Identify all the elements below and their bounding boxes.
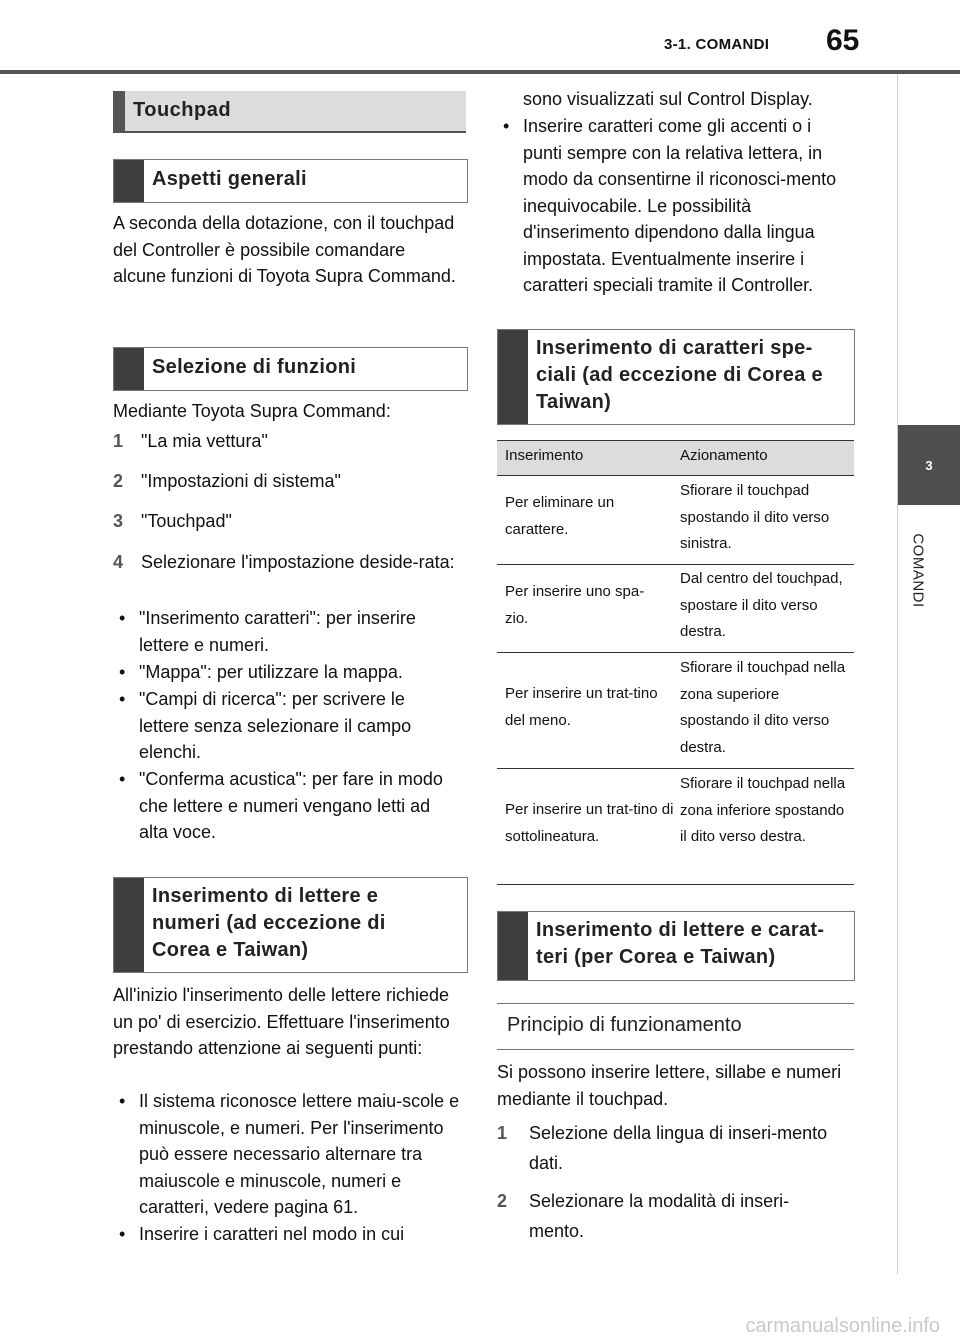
touchpad-heading-text: Touchpad (133, 99, 232, 121)
table-cell-action: Sfiorare il touchpad nella zona superiore spostando il dito verso destra. (680, 659, 846, 756)
inserimento-heading (113, 877, 468, 973)
step-item (497, 1186, 842, 1244)
bullet-text: Inserire caratteri come gli accenti o i punti sempre con la relativa lettera, in modo da consentirne il riconosci-mento inequivocabile. Le possibilità d'inserimento dipendono dalla lingua impostata. Eventualmente inserire i caratteri speciali tramite il Controller. (523, 116, 837, 295)
step-number: 1 (497, 1123, 508, 1143)
bullet-item (113, 605, 458, 659)
step-number: 2 (113, 471, 124, 491)
aspetti-heading-text: Aspetti generali (152, 168, 307, 190)
speciali-heading (497, 329, 855, 425)
step-text: Selezionare la modalità di inseri-mento. (529, 1191, 790, 1241)
bullet-text: Inserire i caratteri nel modo in cui (139, 1224, 405, 1244)
step-text: Selezionare l'impostazione deside-rata: (141, 552, 455, 572)
principio-heading-text: Principio di funzionamento (507, 1014, 742, 1036)
step-text: "Touchpad" (141, 511, 232, 531)
heading-bar (498, 912, 528, 980)
table-header-cell: Inserimento (505, 447, 584, 464)
corea-heading-text: Inserimento di lettere e carat-teri (per Corea e Taiwan) (536, 919, 825, 968)
table-cell-action: Dal centro del touchpad, spostare il dito verso destra. (680, 570, 843, 640)
step-item (113, 547, 458, 603)
bullet-text: "Mappa": per utilizzare la mappa. (139, 662, 403, 682)
bullet-item (113, 659, 458, 686)
inserimento-heading-text: Inserimento di lettere e numeri (ad eccezione di Corea e Taiwan) (152, 885, 386, 961)
principio-heading (497, 1003, 854, 1050)
selezione-heading (113, 347, 468, 391)
side-rule (897, 74, 898, 1274)
chapter-label-text: COMANDI (909, 532, 927, 608)
table-cell-input: Per inserire uno spa-zio. (505, 583, 645, 627)
table-row-rule (497, 652, 854, 653)
step-text: Selezione della lingua di inseri-mento dati. (529, 1123, 828, 1173)
corea-heading (497, 911, 855, 981)
step-item (113, 428, 458, 456)
table-cell-input: Per inserire un trat-tino del meno. (505, 685, 658, 729)
bullet-dot: • (119, 608, 126, 628)
header-rule (0, 70, 960, 74)
step-text: "La mia vettura" (141, 431, 268, 451)
chapter-tab: 3 (898, 425, 960, 505)
bullet-item (113, 1088, 468, 1220)
step-number: 2 (497, 1191, 508, 1211)
heading-bar (498, 330, 528, 424)
bullet-dot: • (119, 769, 126, 789)
heading-bar (114, 878, 144, 972)
bullet-text: "Campi di ricerca": per scrivere le lettere senza selezionare il campo elenchi. (139, 689, 412, 762)
bullet-text: Il sistema riconosce lettere maiu-scole e minuscole, e numeri. Per l'inserimento può essere necessario alternare tra maiuscole e minuscole, numeri e caratteri, vedere pagina 61. (139, 1091, 460, 1217)
bullet-item (113, 766, 458, 846)
table-row-rule (497, 768, 854, 769)
table-cell-action: Sfiorare il touchpad nella zona inferiore spostando il dito verso destra. (680, 775, 846, 845)
header-section-title: 3-1. COMANDI (664, 36, 770, 53)
table-header-row (497, 440, 854, 476)
bullet-dot: • (119, 1091, 126, 1111)
step-number: 4 (113, 552, 124, 572)
step-number: 1 (113, 431, 124, 451)
principio-paragraph: Si possono inserire lettere, sillabe e numeri mediante il touchpad. (497, 1062, 842, 1109)
touchpad-heading (113, 91, 466, 133)
speciali-heading-text: Inserimento di caratteri spe-ciali (ad eccezione di Corea e Taiwan) (536, 337, 823, 413)
table-cell-action: Sfiorare il touchpad spostando il dito verso sinistra. (680, 482, 830, 552)
table-row-rule (497, 884, 854, 885)
heading-bar (113, 91, 125, 131)
table-header-cell: Azionamento (680, 447, 768, 464)
bullet-dot: • (503, 116, 510, 136)
bullet-dot: • (119, 689, 126, 709)
chapter-label (878, 520, 958, 620)
aspetti-paragraph: A seconda della dotazione, con il touchpad del Controller è possibile comandare alcune funzioni di Toyota Supra Command. (113, 213, 456, 286)
heading-bar (114, 348, 144, 390)
step-text: "Impostazioni di sistema" (141, 471, 341, 491)
heading-bar (114, 160, 144, 202)
bullet-item (113, 1221, 458, 1248)
inserimento-paragraph: All'inizio l'inserimento delle lettere richiede un po' di esercizio. Effettuare l'inserimento prestando attenzione ai seguenti punti: (113, 985, 450, 1058)
page-number: 65 (826, 24, 860, 57)
bullet-dot: • (119, 662, 126, 682)
selezione-heading-text: Selezione di funzioni (152, 356, 357, 378)
step-item (497, 1118, 842, 1176)
step-item (113, 468, 458, 496)
bullet-item (113, 686, 458, 766)
bullet-text: "Inserimento caratteri": per inserire lettere e numeri. (139, 608, 416, 655)
table-cell-input: Per inserire un trat-tino di sottolineatura. (505, 801, 674, 845)
selezione-intro: Mediante Toyota Supra Command: (113, 401, 391, 421)
step-item (113, 508, 458, 536)
bullet-dot: • (119, 1224, 126, 1244)
bullet-text: "Conferma acustica": per fare in modo che lettere e numeri vengano letti ad alta voce. (139, 769, 443, 842)
continued-text: sono visualizzati sul Control Display. (523, 89, 813, 109)
step-number: 3 (113, 511, 124, 531)
table-cell-input: Per eliminare un carattere. (505, 494, 615, 538)
table-row-rule (497, 564, 854, 565)
bullet-item (497, 113, 852, 299)
watermark: carmanualsonline.info (745, 1315, 940, 1337)
aspetti-heading (113, 159, 468, 203)
